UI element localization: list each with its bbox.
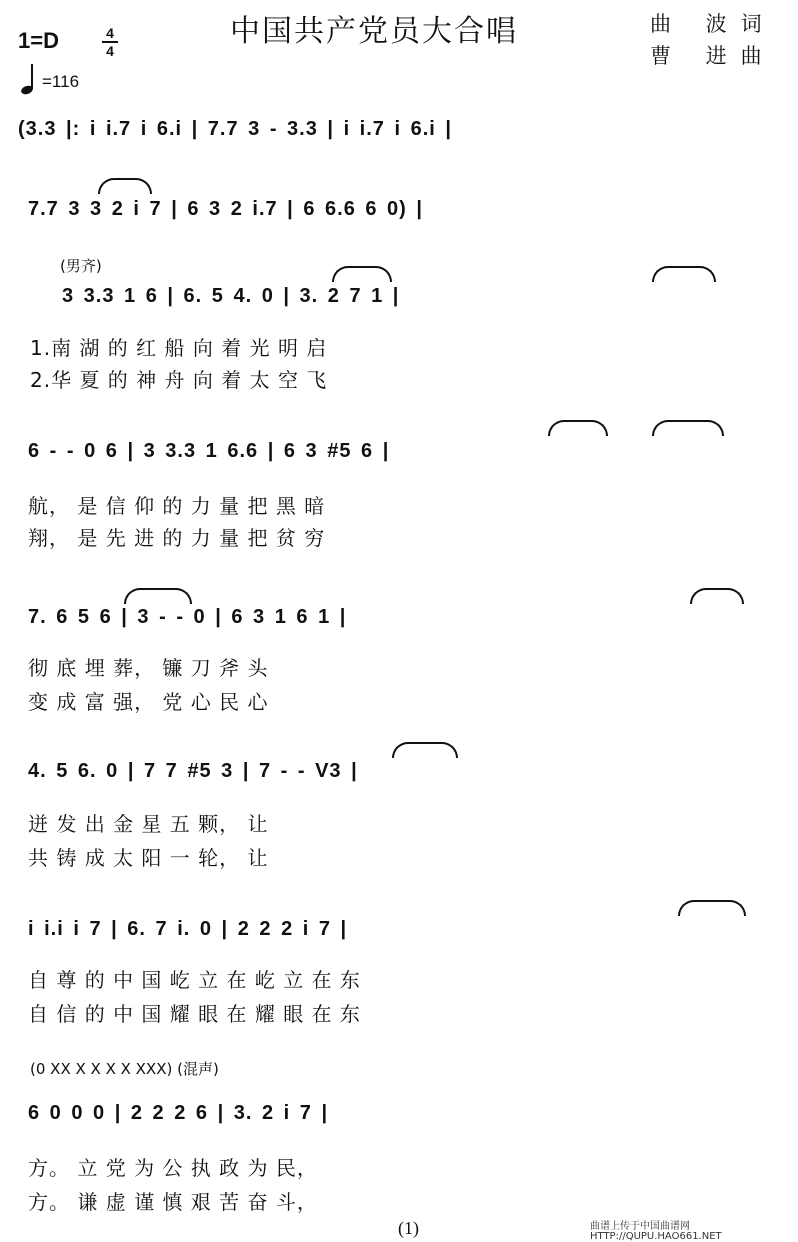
system-8-lyrics-verse-1: 方。 立 党 为 公 执 政 为 民， [28, 1156, 318, 1180]
system-3-lyrics-verse-2: 2.华 夏 的 神 舟 向 着 太 空 飞 [30, 368, 328, 392]
system-6-lyrics-verse-1: 迸 发 出 金 星 五 颗， 让 [28, 812, 269, 836]
slur-mark [98, 178, 152, 194]
song-title: 中国共产党员大合唱 [230, 14, 518, 49]
system-6-lyrics-verse-2: 共 铸 成 太 阳 一 轮， 让 [28, 846, 269, 870]
system-4-lyrics-verse-1: 航， 是 信 仰 的 力 量 把 黑 暗 [28, 494, 326, 518]
slur-mark [124, 588, 192, 604]
slur-mark [678, 900, 746, 916]
system-5-notes: 7. 6 5 6 | 3 - - 0 | 6 3 1 6 1 | [28, 606, 347, 628]
system-8-annotation: (0 XX X X X X XXX) (混声) [30, 1060, 219, 1078]
system-7-lyrics-verse-2: 自 信 的 中 国 耀 眼 在 耀 眼 在 东 [28, 1002, 361, 1026]
system-1-notes: (3.3 |: i i.7 i 6.i | 7.7 3 - 3.3 | i i.7 i 6.i | [18, 118, 452, 140]
slur-mark [652, 266, 716, 282]
slur-mark [548, 420, 608, 436]
time-sig-bottom: 4 [106, 43, 114, 59]
system-7-lyrics-verse-1: 自 尊 的 中 国 屹 立 在 屹 立 在 东 [28, 968, 361, 992]
system-5-lyrics-verse-2: 变 成 富 强， 党 心 民 心 [28, 690, 269, 714]
system-3-notes: 3 3.3 1 6 | 6. 5 4. 0 | 3. 2 7 1 | [62, 285, 400, 307]
key-signature: 1=D [18, 28, 59, 53]
time-signature [102, 26, 118, 58]
time-sig-top: 4 [106, 25, 114, 41]
slur-mark [392, 742, 458, 758]
system-2-notes: 7.7 3 3 2 i 7 | 6 3 2 i.7 | 6 6.6 6 0) | [28, 198, 423, 220]
quarter-note-icon [18, 62, 40, 96]
system-5-lyrics-verse-1: 彻 底 埋 葬， 镰 刀 斧 头 [28, 656, 269, 680]
page-number: (1) [398, 1218, 419, 1238]
slur-mark [652, 420, 724, 436]
system-3-lyrics-verse-1: 1.南 湖 的 红 船 向 着 光 明 启 [30, 336, 328, 360]
system-8-notes: 6 0 0 0 | 2 2 2 6 | 3. 2 i 7 | [28, 1102, 329, 1124]
lyricist-credit: 曲 波词 [650, 12, 776, 36]
composer-credit: 曹 进曲 [650, 44, 776, 68]
slur-mark [332, 266, 392, 282]
system-7-notes: i i.i i 7 | 6. 7 i. 0 | 2 2 2 i 7 | [28, 918, 348, 940]
system-4-notes: 6 - - 0 6 | 3 3.3 1 6.6 | 6 3 #5 6 | [28, 440, 390, 462]
system-4-lyrics-verse-2: 翔， 是 先 进 的 力 量 把 贫 穷 [28, 526, 326, 550]
slur-mark [690, 588, 744, 604]
system-6-notes: 4. 5 6. 0 | 7 7 #5 3 | 7 - - V3 | [28, 760, 358, 782]
system-8-lyrics-verse-2: 方。 谦 虚 谨 慎 艰 苦 奋 斗， [28, 1190, 318, 1214]
watermark: 曲谱上传于中国曲谱网 HTTP://QUPU.HAO661.NET [590, 1221, 722, 1242]
tempo-marking: =116 [42, 72, 80, 91]
system-3-annotation: (男齐) [60, 257, 102, 275]
